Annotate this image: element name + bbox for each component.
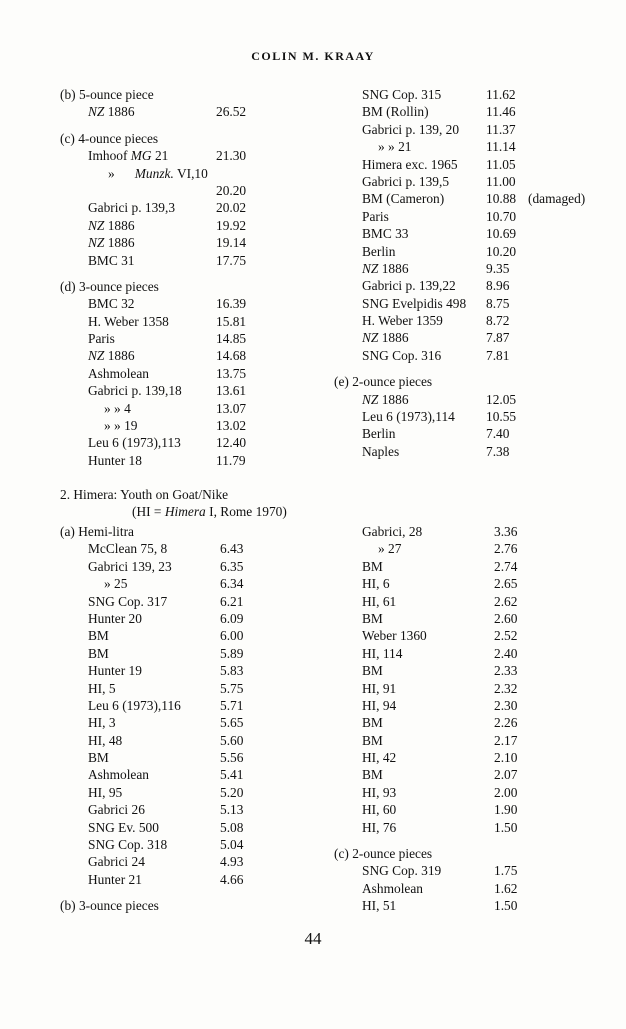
entry-weight: 5.13 bbox=[220, 802, 244, 818]
entry-weight: 2.33 bbox=[494, 663, 518, 679]
entry-weight: 7.87 bbox=[486, 330, 510, 346]
list-item bbox=[334, 156, 624, 173]
entry-weight: 2.65 bbox=[494, 576, 518, 592]
section-label: (d) 3-ounce pieces bbox=[60, 278, 159, 294]
entry-label: Gabrici p. 139,18 bbox=[88, 383, 182, 399]
section-heading bbox=[60, 278, 330, 295]
entry-label: Gabrici 24 bbox=[88, 854, 145, 870]
part1-right-column bbox=[334, 86, 624, 460]
list-item bbox=[60, 182, 330, 199]
entry-weight: 11.37 bbox=[486, 121, 516, 137]
list-item bbox=[60, 165, 330, 182]
entry-weight: 1.62 bbox=[494, 880, 518, 896]
entry-label: HI, 114 bbox=[362, 645, 403, 661]
entry-label: HI, 6 bbox=[362, 576, 390, 592]
entry-weight: 1.50 bbox=[494, 819, 518, 835]
entry-label: BMC 31 bbox=[88, 252, 135, 268]
entry-weight: 14.68 bbox=[216, 348, 247, 364]
entry-label: Gabrici 139, 23 bbox=[88, 558, 172, 574]
entry-weight: 12.40 bbox=[216, 435, 247, 451]
list-item bbox=[60, 330, 330, 347]
section-heading bbox=[60, 897, 330, 914]
entry-label: SNG Ev. 500 bbox=[88, 819, 159, 835]
entry-weight: 2.30 bbox=[494, 697, 518, 713]
section-heading bbox=[60, 523, 330, 540]
spacer bbox=[60, 121, 330, 130]
entry-weight: 2.17 bbox=[494, 732, 518, 748]
entry-label: BMC 32 bbox=[88, 296, 135, 312]
entry-weight: 7.81 bbox=[486, 347, 510, 363]
entry-weight: 10.70 bbox=[486, 208, 517, 224]
entry-label: HI, 48 bbox=[88, 732, 123, 748]
list-item bbox=[60, 217, 330, 234]
entry-weight: 5.71 bbox=[220, 697, 244, 713]
spacer bbox=[334, 836, 624, 845]
entry-label: Leu 6 (1973),113 bbox=[88, 435, 181, 451]
list-item bbox=[334, 208, 624, 225]
list-item bbox=[60, 575, 330, 592]
list-item bbox=[334, 523, 624, 540]
entry-label: Gabrici p. 139,22 bbox=[362, 278, 456, 294]
entry-label: Berlin bbox=[362, 426, 396, 442]
entry-weight: 16.39 bbox=[216, 296, 247, 312]
entry-label: Ashmolean bbox=[88, 767, 149, 783]
subtitle-italic: Himera bbox=[164, 504, 206, 520]
entry-label: NZ 1886 bbox=[362, 260, 409, 276]
entry-weight: 5.56 bbox=[220, 750, 244, 766]
list-item bbox=[334, 243, 624, 260]
list-item bbox=[334, 697, 624, 714]
entry-label: Weber 1360 bbox=[362, 628, 427, 644]
entry-label: SNG Evelpidis 498 bbox=[362, 295, 467, 311]
entry-label: BM bbox=[362, 610, 383, 626]
entry-label: BM bbox=[362, 732, 383, 748]
entry-label: NZ 1886 bbox=[88, 348, 135, 364]
entry-label: Gabrici p. 139, 20 bbox=[362, 121, 460, 137]
section2-title: 2. Himera: Youth on Goat/Nike bbox=[60, 487, 229, 502]
list-item bbox=[60, 103, 330, 120]
entry-label: Leu 6 (1973),114 bbox=[362, 409, 455, 425]
list-item bbox=[60, 749, 330, 766]
list-item bbox=[60, 853, 330, 870]
list-item bbox=[334, 86, 624, 103]
entry-weight: 2.62 bbox=[494, 593, 518, 609]
entry-label: Gabrici 26 bbox=[88, 802, 145, 818]
entry-weight: 1.90 bbox=[494, 802, 518, 818]
entry-weight: 6.09 bbox=[220, 610, 244, 626]
section-heading bbox=[60, 130, 330, 147]
entry-label: Hunter 21 bbox=[88, 871, 142, 887]
list-item bbox=[334, 138, 624, 155]
list-item bbox=[60, 766, 330, 783]
entry-label: BM bbox=[362, 767, 383, 783]
list-item bbox=[60, 365, 330, 382]
entry-weight: 2.07 bbox=[494, 767, 518, 783]
list-item bbox=[334, 103, 624, 120]
list-item bbox=[334, 173, 624, 190]
list-item bbox=[60, 234, 330, 251]
entry-label: Hunter 19 bbox=[88, 663, 142, 679]
entry-weight: 5.83 bbox=[220, 663, 244, 679]
running-header: COLIN M. KRAAY bbox=[251, 49, 375, 63]
entry-label: Ashmolean bbox=[88, 365, 149, 381]
list-item bbox=[60, 627, 330, 644]
list-item bbox=[60, 199, 330, 216]
entry-label: HI, 61 bbox=[362, 593, 397, 609]
entry-label: Paris bbox=[362, 208, 389, 224]
subtitle-pre: (HI = bbox=[132, 504, 165, 520]
entry-weight: 5.04 bbox=[220, 837, 244, 853]
section-label: (b) 3-ounce pieces bbox=[60, 898, 159, 914]
spacer bbox=[334, 364, 624, 373]
entry-label: HI, 76 bbox=[362, 819, 397, 835]
entry-weight: 12.05 bbox=[486, 391, 517, 407]
entry-weight: 5.60 bbox=[220, 732, 244, 748]
entry-weight: 8.96 bbox=[486, 278, 510, 294]
subtitle-post: I, Rome 1970) bbox=[205, 504, 287, 520]
entry-label: » Munzk. VI,10 bbox=[108, 165, 208, 181]
section-label: (b) 5-ounce piece bbox=[60, 87, 154, 102]
list-item bbox=[60, 662, 330, 679]
entry-label: Hunter 20 bbox=[88, 610, 142, 626]
entry-label: » » 4 bbox=[104, 400, 131, 416]
list-item bbox=[334, 680, 624, 697]
part2-right-column bbox=[334, 523, 624, 915]
entry-weight: 11.79 bbox=[216, 452, 246, 468]
entry-weight: 2.76 bbox=[494, 541, 518, 557]
entry-weight: 5.20 bbox=[220, 784, 244, 800]
list-item bbox=[334, 575, 624, 592]
entry-weight: 7.38 bbox=[486, 443, 510, 459]
list-item bbox=[334, 347, 624, 364]
entry-label: HI, 3 bbox=[88, 715, 116, 731]
entry-weight: 8.75 bbox=[486, 295, 510, 311]
entry-label: » » 21 bbox=[378, 139, 412, 155]
entry-weight: 15.81 bbox=[216, 313, 247, 329]
list-item bbox=[60, 347, 330, 364]
entry-weight: 20.02 bbox=[216, 200, 247, 216]
entry-label: » » 19 bbox=[104, 418, 138, 434]
list-item bbox=[60, 452, 330, 469]
list-item bbox=[334, 295, 624, 312]
entry-label: BM bbox=[88, 750, 109, 766]
list-item bbox=[60, 819, 330, 836]
entry-weight: 11.14 bbox=[486, 139, 516, 155]
entry-weight: 20.20 bbox=[216, 182, 247, 198]
entry-weight: 21.30 bbox=[216, 148, 247, 164]
list-item bbox=[334, 749, 624, 766]
list-item bbox=[334, 766, 624, 783]
entry-label: HI, 91 bbox=[362, 680, 397, 696]
list-item bbox=[60, 382, 330, 399]
entry-weight: 3.36 bbox=[494, 524, 518, 539]
list-item bbox=[60, 400, 330, 417]
entry-weight: 2.10 bbox=[494, 750, 518, 766]
page-number: 44 bbox=[304, 929, 322, 948]
entry-weight: 13.75 bbox=[216, 365, 247, 381]
entry-label: McClean 75, 8 bbox=[88, 541, 168, 557]
entry-weight: 7.40 bbox=[486, 426, 510, 442]
section-heading bbox=[60, 86, 330, 103]
section-heading bbox=[334, 845, 624, 862]
list-item bbox=[334, 662, 624, 679]
entry-weight: 5.41 bbox=[220, 767, 244, 783]
entry-weight: 13.02 bbox=[216, 418, 247, 434]
entry-weight: 6.00 bbox=[220, 628, 244, 644]
list-item bbox=[334, 190, 624, 207]
list-item bbox=[334, 408, 624, 425]
entry-label: BM bbox=[362, 663, 383, 679]
entry-label: Berlin bbox=[362, 243, 396, 259]
section2-subtitle bbox=[60, 503, 287, 520]
list-item bbox=[60, 252, 330, 269]
entry-label: H. Weber 1358 bbox=[88, 313, 169, 329]
entry-label: Hunter 18 bbox=[88, 452, 142, 468]
section2-heading bbox=[60, 486, 287, 521]
list-item bbox=[334, 801, 624, 818]
list-item bbox=[334, 593, 624, 610]
entry-label: BM (Cameron) bbox=[362, 191, 445, 207]
entry-label: SNG Cop. 316 bbox=[362, 347, 442, 363]
list-item bbox=[334, 540, 624, 557]
entry-label: NZ 1886 bbox=[88, 217, 135, 233]
entry-label: SNG Cop. 317 bbox=[88, 593, 168, 609]
entry-label: Imhoof MG 21 bbox=[88, 148, 169, 164]
entry-weight: 8.72 bbox=[486, 313, 510, 329]
list-item bbox=[334, 277, 624, 294]
entry-label: » 25 bbox=[104, 576, 128, 592]
list-item bbox=[60, 558, 330, 575]
section-heading bbox=[334, 373, 624, 390]
entry-weight: 6.35 bbox=[220, 558, 244, 574]
entry-label: Naples bbox=[362, 443, 400, 459]
list-item bbox=[60, 871, 330, 888]
entry-weight: 19.14 bbox=[216, 235, 247, 251]
entry-weight: 6.21 bbox=[220, 593, 244, 609]
list-item bbox=[60, 732, 330, 749]
list-item bbox=[334, 784, 624, 801]
list-item bbox=[60, 147, 330, 164]
entry-weight: 5.89 bbox=[220, 645, 244, 661]
list-item bbox=[60, 836, 330, 853]
list-item bbox=[60, 610, 330, 627]
entry-weight: 9.35 bbox=[486, 260, 510, 276]
entry-label: HI, 93 bbox=[362, 784, 397, 800]
entry-weight: 5.08 bbox=[220, 819, 244, 835]
entry-weight: 2.60 bbox=[494, 610, 518, 626]
entry-weight: 14.85 bbox=[216, 331, 247, 347]
entry-label: Leu 6 (1973),116 bbox=[88, 697, 181, 713]
entry-weight: 4.66 bbox=[220, 871, 244, 887]
entry-weight: 2.74 bbox=[494, 558, 518, 574]
list-item bbox=[60, 295, 330, 312]
entry-label: BM (Rollin) bbox=[362, 104, 429, 120]
entry-note: (damaged) bbox=[528, 191, 586, 207]
entry-weight: 11.62 bbox=[486, 87, 516, 102]
entry-label: BM bbox=[362, 715, 383, 731]
part2-left-column bbox=[60, 523, 330, 915]
list-item bbox=[334, 425, 624, 442]
list-item bbox=[334, 714, 624, 731]
entry-weight: 10.88 bbox=[486, 191, 517, 207]
list-item bbox=[334, 443, 624, 460]
entry-weight: 1.50 bbox=[494, 898, 518, 914]
entry-label: H. Weber 1359 bbox=[362, 313, 443, 329]
list-item bbox=[334, 880, 624, 897]
entry-label: NZ 1886 bbox=[362, 391, 409, 407]
list-item bbox=[60, 417, 330, 434]
entry-weight: 2.00 bbox=[494, 784, 518, 800]
section-label: (c) 2-ounce pieces bbox=[334, 846, 433, 862]
entry-label: HI, 51 bbox=[362, 898, 397, 914]
list-item bbox=[60, 313, 330, 330]
entry-weight: 13.61 bbox=[216, 383, 247, 399]
entry-label: Himera exc. 1965 bbox=[362, 156, 458, 172]
entry-weight: 1.75 bbox=[494, 863, 518, 879]
entry-weight: 10.55 bbox=[486, 409, 517, 425]
entry-weight: 19.92 bbox=[216, 217, 247, 233]
entry-label: BMC 33 bbox=[362, 226, 409, 242]
entry-label: NZ 1886 bbox=[88, 104, 135, 120]
list-item bbox=[334, 391, 624, 408]
entry-weight: 5.75 bbox=[220, 680, 244, 696]
entry-label: SNG Cop. 319 bbox=[362, 863, 442, 879]
entry-weight: 11.05 bbox=[486, 156, 516, 172]
list-item bbox=[334, 819, 624, 836]
list-item bbox=[60, 714, 330, 731]
entry-weight: 11.00 bbox=[486, 173, 516, 189]
list-item bbox=[334, 312, 624, 329]
entry-weight: 2.52 bbox=[494, 628, 518, 644]
list-item bbox=[60, 645, 330, 662]
entry-label: HI, 60 bbox=[362, 802, 397, 818]
section-label: (a) Hemi-litra bbox=[60, 524, 134, 539]
entry-label: BM bbox=[88, 628, 109, 644]
entry-label: HI, 95 bbox=[88, 784, 123, 800]
list-item bbox=[334, 121, 624, 138]
list-item bbox=[334, 627, 624, 644]
entry-label: HI, 5 bbox=[88, 680, 116, 696]
entry-weight: 13.07 bbox=[216, 400, 247, 416]
entry-weight: 10.69 bbox=[486, 226, 517, 242]
entry-weight: 5.65 bbox=[220, 715, 244, 731]
list-item bbox=[334, 862, 624, 879]
entry-weight: 2.32 bbox=[494, 680, 518, 696]
spacer bbox=[60, 888, 330, 897]
list-item bbox=[60, 697, 330, 714]
list-item bbox=[334, 610, 624, 627]
list-item bbox=[60, 784, 330, 801]
list-item bbox=[60, 593, 330, 610]
entry-weight: 2.40 bbox=[494, 645, 518, 661]
list-item bbox=[60, 801, 330, 818]
entry-label: NZ 1886 bbox=[88, 235, 135, 251]
entry-label: BM bbox=[88, 645, 109, 661]
entry-weight: 6.34 bbox=[220, 576, 244, 592]
entry-weight: 26.52 bbox=[216, 104, 247, 120]
entry-label: HI, 94 bbox=[362, 697, 397, 713]
entry-weight: 17.75 bbox=[216, 252, 247, 268]
entry-label: HI, 42 bbox=[362, 750, 397, 766]
entry-label: Paris bbox=[88, 331, 115, 347]
entry-weight: 4.93 bbox=[220, 854, 244, 870]
list-item bbox=[334, 225, 624, 242]
entry-weight: 2.26 bbox=[494, 715, 518, 731]
list-item bbox=[334, 645, 624, 662]
entry-weight: 6.43 bbox=[220, 541, 244, 557]
entry-label: Ashmolean bbox=[362, 880, 423, 896]
list-item bbox=[334, 732, 624, 749]
part1-left-column bbox=[60, 86, 330, 469]
entry-label: » 27 bbox=[378, 541, 402, 557]
spacer bbox=[60, 269, 330, 278]
list-item bbox=[334, 329, 624, 346]
entry-label: SNG Cop. 315 bbox=[362, 87, 442, 102]
list-item bbox=[60, 540, 330, 557]
list-item bbox=[334, 260, 624, 277]
list-item bbox=[60, 680, 330, 697]
list-item bbox=[60, 434, 330, 451]
entry-label: SNG Cop. 318 bbox=[88, 837, 168, 853]
list-item bbox=[334, 558, 624, 575]
section-label: (e) 2-ounce pieces bbox=[334, 374, 433, 390]
list-item bbox=[334, 897, 624, 914]
section-label: (c) 4-ounce pieces bbox=[60, 130, 159, 146]
entry-weight: 10.20 bbox=[486, 243, 517, 259]
entry-label: Gabrici, 28 bbox=[362, 524, 423, 539]
entry-label: Gabrici p. 139,5 bbox=[362, 173, 450, 189]
entry-weight: 11.46 bbox=[486, 104, 516, 120]
entry-label: BM bbox=[362, 558, 383, 574]
entry-label: Gabrici p. 139,3 bbox=[88, 200, 176, 216]
entry-label: NZ 1886 bbox=[362, 330, 409, 346]
